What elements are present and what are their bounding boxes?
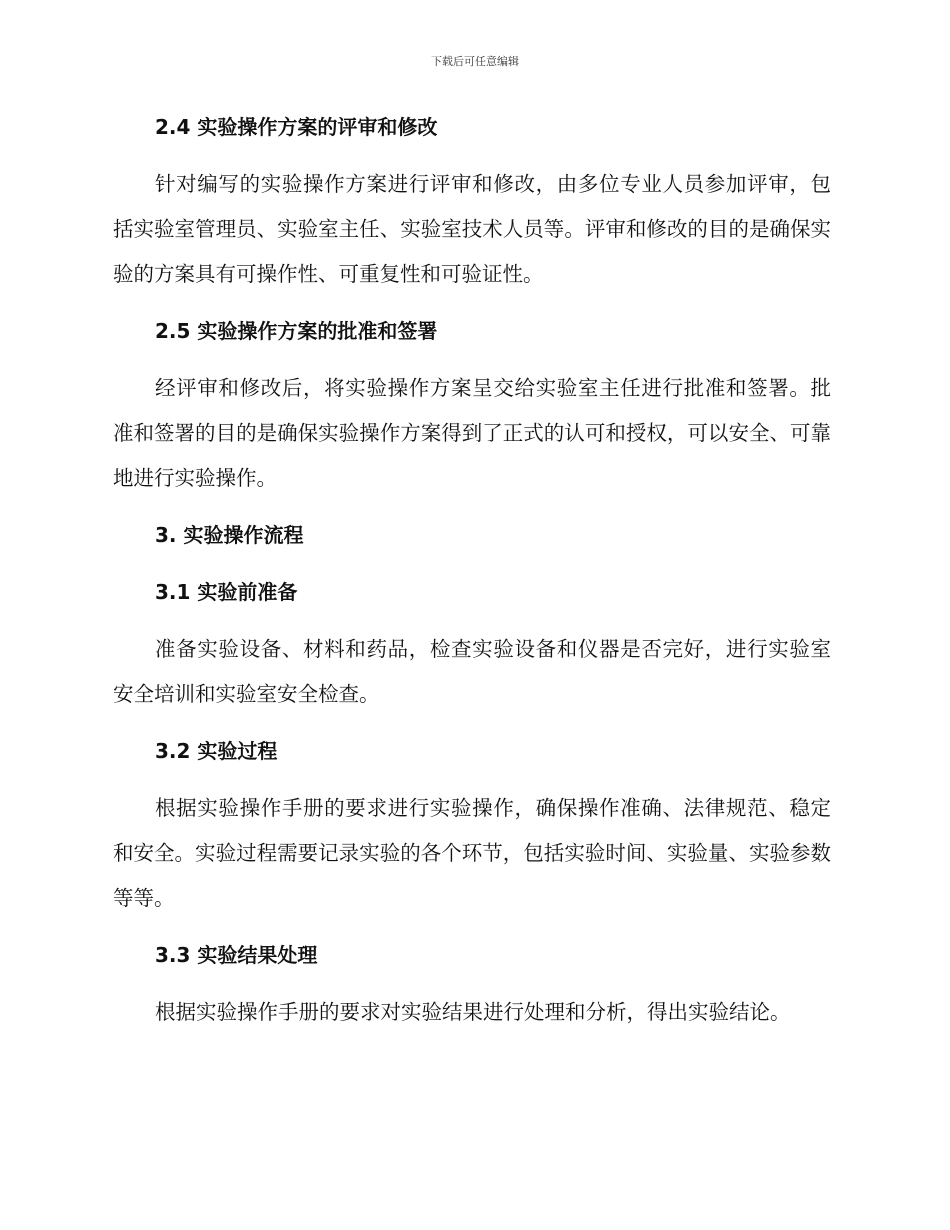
page-header-note: 下载后可任意编辑 bbox=[431, 55, 519, 68]
section-paragraph-3-1: 准备实验设备、材料和药品，检查实验设备和仪器是否完好，进行实验室安全培训和实验室安全检查。 bbox=[113, 637, 831, 706]
section-heading-2-5: 2.5 实验操作方案的批准和签署 bbox=[155, 319, 438, 343]
section-heading-3-1: 3.1 实验前准备 bbox=[155, 580, 298, 604]
document-body bbox=[113, 112, 831, 1035]
section-paragraph-3-2: 根据实验操作手册的要求进行实验操作，确保操作准确、法律规范、稳定和安全。实验过程需要记录实验的各个环节，包括实验时间、实验量、实验参数等等。 bbox=[113, 796, 831, 910]
section-heading-3-3: 3.3 实验结果处理 bbox=[155, 943, 318, 967]
section-paragraph-2-5: 经评审和修改后，将实验操作方案呈交给实验室主任进行批准和签署。批准和签署的目的是确保实验操作方案得到了正式的认可和授权，可以安全、可靠地进行实验操作。 bbox=[113, 376, 831, 490]
section-heading-3: 3. 实验操作流程 bbox=[155, 523, 304, 547]
section-paragraph-2-4: 针对编写的实验操作方案进行评审和修改，由多位专业人员参加评审，包括实验室管理员、实验室主任、实验室技术人员等。评审和修改的目的是确保实验的方案具有可操作性、可重复性和可验证性。 bbox=[113, 172, 831, 286]
section-heading-2-4: 2.4 实验操作方案的评审和修改 bbox=[155, 115, 438, 139]
section-heading-3-2: 3.2 实验过程 bbox=[155, 739, 278, 763]
section-paragraph-3-3: 根据实验操作手册的要求对实验结果进行处理和分析，得出实验结论。 bbox=[155, 1000, 791, 1024]
